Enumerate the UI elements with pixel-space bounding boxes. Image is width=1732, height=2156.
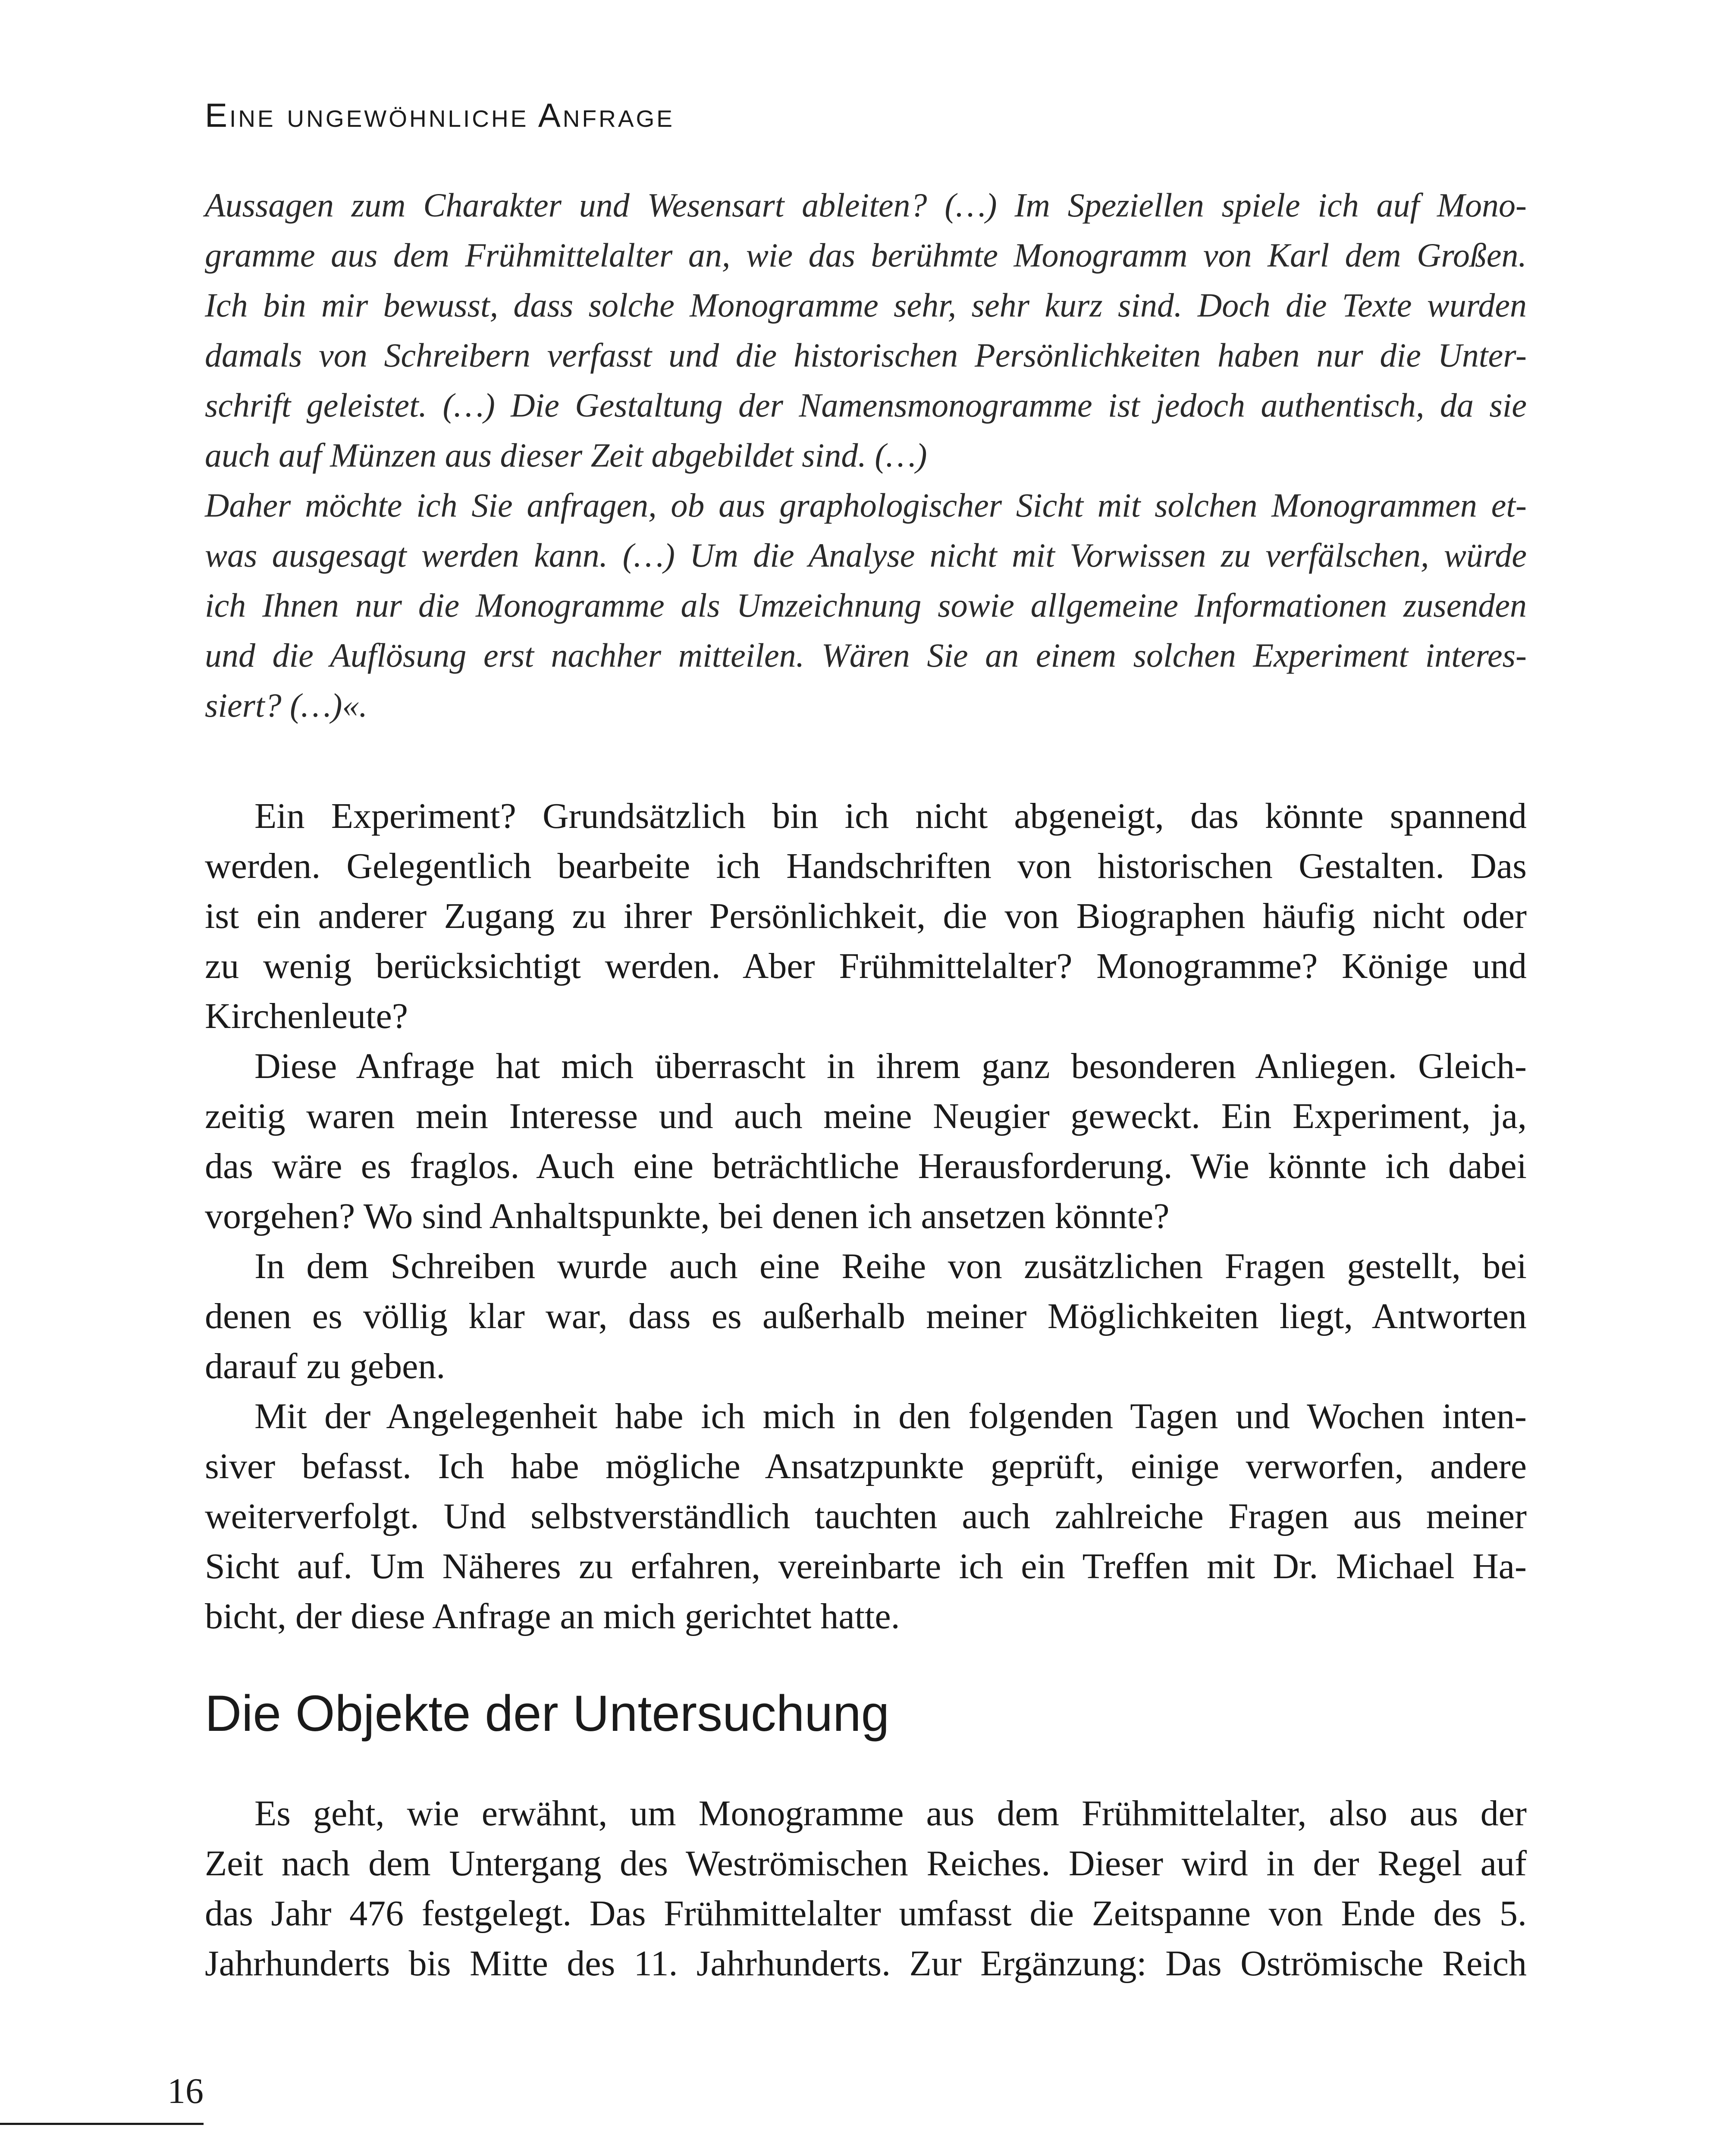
body-text-section-1 [205, 791, 1527, 1642]
body-line: Jahrhunderts bis Mitte des 11. Jahrhunderts. Zur Ergänzung: Das Oströmische Reich [205, 1943, 1527, 1984]
running-header: Eine ungewöhnliche Anfrage [205, 96, 675, 134]
body-line: weiterverfolgt. Und selbstverständlich tauchten auch zahlreiche Fragen aus meiner [205, 1496, 1527, 1536]
body-line: Ein Experiment? Grundsätzlich bin ich nicht abgeneigt, das könnte spannend [254, 796, 1527, 836]
body-line: siver befasst. Ich habe mögliche Ansatzpunkte geprüft, einige verworfen, andere [205, 1446, 1527, 1486]
quote-line: schrift geleistet. (…) Die Gestaltung der Namensmonogramme ist jedoch authentisch, da sie [205, 386, 1527, 424]
body-line: bicht, der diese Anfrage an mich gerichtet hatte. [205, 1596, 900, 1636]
body-line: In dem Schreiben wurde auch eine Reihe von zusätzlichen Fragen gestellt, bei [254, 1246, 1527, 1286]
body-line: Kirchenleute? [205, 996, 408, 1036]
quote-line: ich Ihnen nur die Monogramme als Umzeichnung sowie allgemeine Informationen zusenden [205, 586, 1527, 624]
body-line: denen es völlig klar war, dass es außerhalb meiner Möglichkeiten liegt, Antworten [205, 1296, 1527, 1336]
page-number: 16 [167, 2071, 204, 2111]
body-line: Zeit nach dem Untergang des Weströmischen Reiches. Dieser wird in der Regel auf [205, 1843, 1527, 1883]
body-line: Mit der Angelegenheit habe ich mich in den folgenden Tagen und Wochen inten- [254, 1396, 1527, 1436]
quote-line: Daher möchte ich Sie anfragen, ob aus graphologischer Sicht mit solchen Monogrammen et- [205, 486, 1527, 524]
body-line: das Jahr 476 festgelegt. Das Frühmittelalter umfasst die Zeitspanne von Ende des 5. [205, 1893, 1527, 1934]
section-heading: Die Objekte der Untersuchung [205, 1685, 890, 1742]
quote-line: damals von Schreibern verfasst und die historischen Persönlichkeiten haben nur die Unter- [205, 336, 1527, 374]
body-line: das wäre es fraglos. Auch eine beträchtliche Herausforderung. Wie könnte ich dabei [205, 1146, 1527, 1186]
body-line: darauf zu geben. [205, 1346, 446, 1386]
body-line: Diese Anfrage hat mich überrascht in ihrem ganz besonderen Anliegen. Gleich- [254, 1046, 1527, 1086]
quote-line: was ausgesagt werden kann. (…) Um die Analyse nicht mit Vorwissen zu verfälschen, würde [205, 536, 1527, 574]
body-line: werden. Gelegentlich bearbeite ich Handschriften von historischen Gestalten. Das [205, 846, 1527, 886]
quote-line: gramme aus dem Frühmittelalter an, wie das berühmte Monogramm von Karl dem Großen. [205, 236, 1527, 274]
body-line: zeitig waren mein Interesse und auch meine Neugier geweckt. Ein Experiment, ja, [205, 1096, 1527, 1136]
quote-line: und die Auflösung erst nachher mitteilen. Wären Sie an einem solchen Experiment interes- [205, 636, 1527, 674]
body-line: Es geht, wie erwähnt, um Monogramme aus dem Frühmittelalter, also aus der [254, 1793, 1527, 1833]
body-line: zu wenig berücksichtigt werden. Aber Frühmittelalter? Monogramme? Könige und [205, 946, 1527, 986]
quote-line: Ich bin mir bewusst, dass solche Monogramme sehr, sehr kurz sind. Doch die Texte wurden [205, 286, 1527, 324]
quote-line: siert? (…)«. [205, 686, 367, 724]
quoted-letter [205, 180, 1527, 730]
body-line: ist ein anderer Zugang zu ihrer Persönlichkeit, die von Biographen häufig nicht oder [205, 896, 1527, 936]
quote-line: Aussagen zum Charakter und Wesensart ableiten? (…) Im Speziellen spiele ich auf Mono- [205, 186, 1527, 224]
body-line: Sicht auf. Um Näheres zu erfahren, vereinbarte ich ein Treffen mit Dr. Michael Ha- [205, 1546, 1527, 1586]
quote-line: auch auf Münzen aus dieser Zeit abgebildet sind. (…) [205, 436, 927, 474]
footer-rule [0, 2123, 204, 2125]
body-text-section-2 [205, 1789, 1527, 1989]
body-line: vorgehen? Wo sind Anhaltspunkte, bei denen ich ansetzen könnte? [205, 1196, 1170, 1236]
